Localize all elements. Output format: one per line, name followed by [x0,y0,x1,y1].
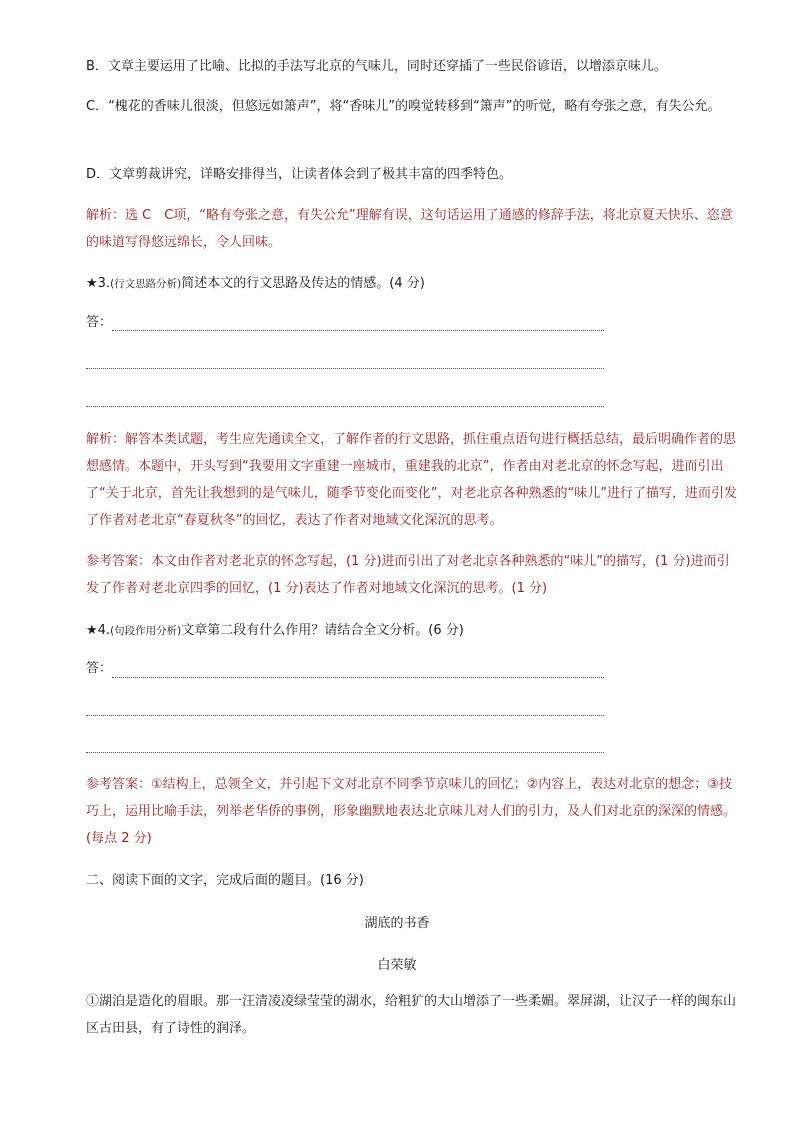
question-4 [86,617,738,645]
answer-line[interactable] [112,677,604,678]
answer-label: 答： [86,661,113,676]
answer-line[interactable] [86,406,604,407]
q3-reference-answer: 参考答案：本文由作者对老北京的怀念写起，(1 分)进而引出了对老北京各种熟悉的“味儿”的描写，(1 分)进而引发了作者对老北京四季的回忆，(1 分)表达了作者对地域文化深沉的思考。(1 分) [86,554,730,596]
passage-author: 白荣敏 [377,958,417,973]
question-tag: (行文思路分析) [110,278,182,290]
question-3 [86,270,738,298]
section-heading: 二、阅读下面的文字，完成后面的题目。(16 分) [86,873,364,888]
option-b: B．文章主要运用了比喻、比拟的手法写北京的气味儿，同时还穿插了一些民俗谚语，以增添京味儿。 [86,59,667,74]
q2-analysis: 解析：选 C C项，“略有夸张之意，有失公允”理解有误，这句话运用了通感的修辞手法，将北京夏天快乐、恣意的味道写得悠远绵长，令人回味。 [86,208,733,250]
answer-label: 答： [86,315,113,330]
passage-title: 湖底的书香 [364,916,430,931]
option-c: C．“槐花的香味儿很淡，但悠远如箫声”，将“香味儿”的嗅觉转移到“箫声”的听觉，略有夸张之意，有失公允。 [86,99,721,114]
answer-line[interactable] [86,752,604,753]
question-text: 简述本文的行文思路及传达的情感。(4 分) [181,276,425,291]
answer-line[interactable] [112,330,604,331]
answer-line[interactable] [86,715,604,716]
question-text: 文章第二段有什么作用？请结合全文分析。(6 分) [181,623,464,638]
question-number: 3. [97,276,111,291]
q3-analysis: 解析：解答本类试题，考生应先通读全文，了解作者的行文思路，抓住重点语句进行概括总结，最后明确作者的思想感情。本题中，开头写到“我要用文字重建一座城市，重建我的北京”，作者由对老北京的怀念写起，进而引出了“关于北京，首先让我想到的是气味儿，随季节变化而变化”，对老北京各种熟悉的“味儿”进行了描写，进而引发了作者对老北京“春夏秋冬”的回忆，表达了作者对地域文化深沉的思考。 [86,432,737,528]
question-tag: (句段作用分析) [110,625,182,637]
star-icon: ★ [86,276,98,291]
question-number: 4. [97,623,111,638]
answer-line[interactable] [86,368,604,369]
option-d: D．文章剪裁讲究，详略安排得当，让读者体会到了极其丰富的四季特色。 [86,167,513,182]
q4-reference-answer: 参考答案：①结构上，总领全文，并引起下文对北京不同季节京味儿的回忆；②内容上，表达对北京的想念；③技巧上，运用比喻手法，列举老华侨的事例，形象幽默地表达北京味儿对人们的引力，及人们对北京的深深的情感。(每点 2 分) [86,777,737,846]
passage-paragraph: ①湖泊是造化的眉眼。那一汪清凌凌绿莹莹的湖水，给粗犷的大山增添了一些柔媚。翠屏湖，让汉子一样的闽东山区古田县，有了诗性的润泽。 [86,994,737,1036]
star-icon: ★ [86,623,98,638]
